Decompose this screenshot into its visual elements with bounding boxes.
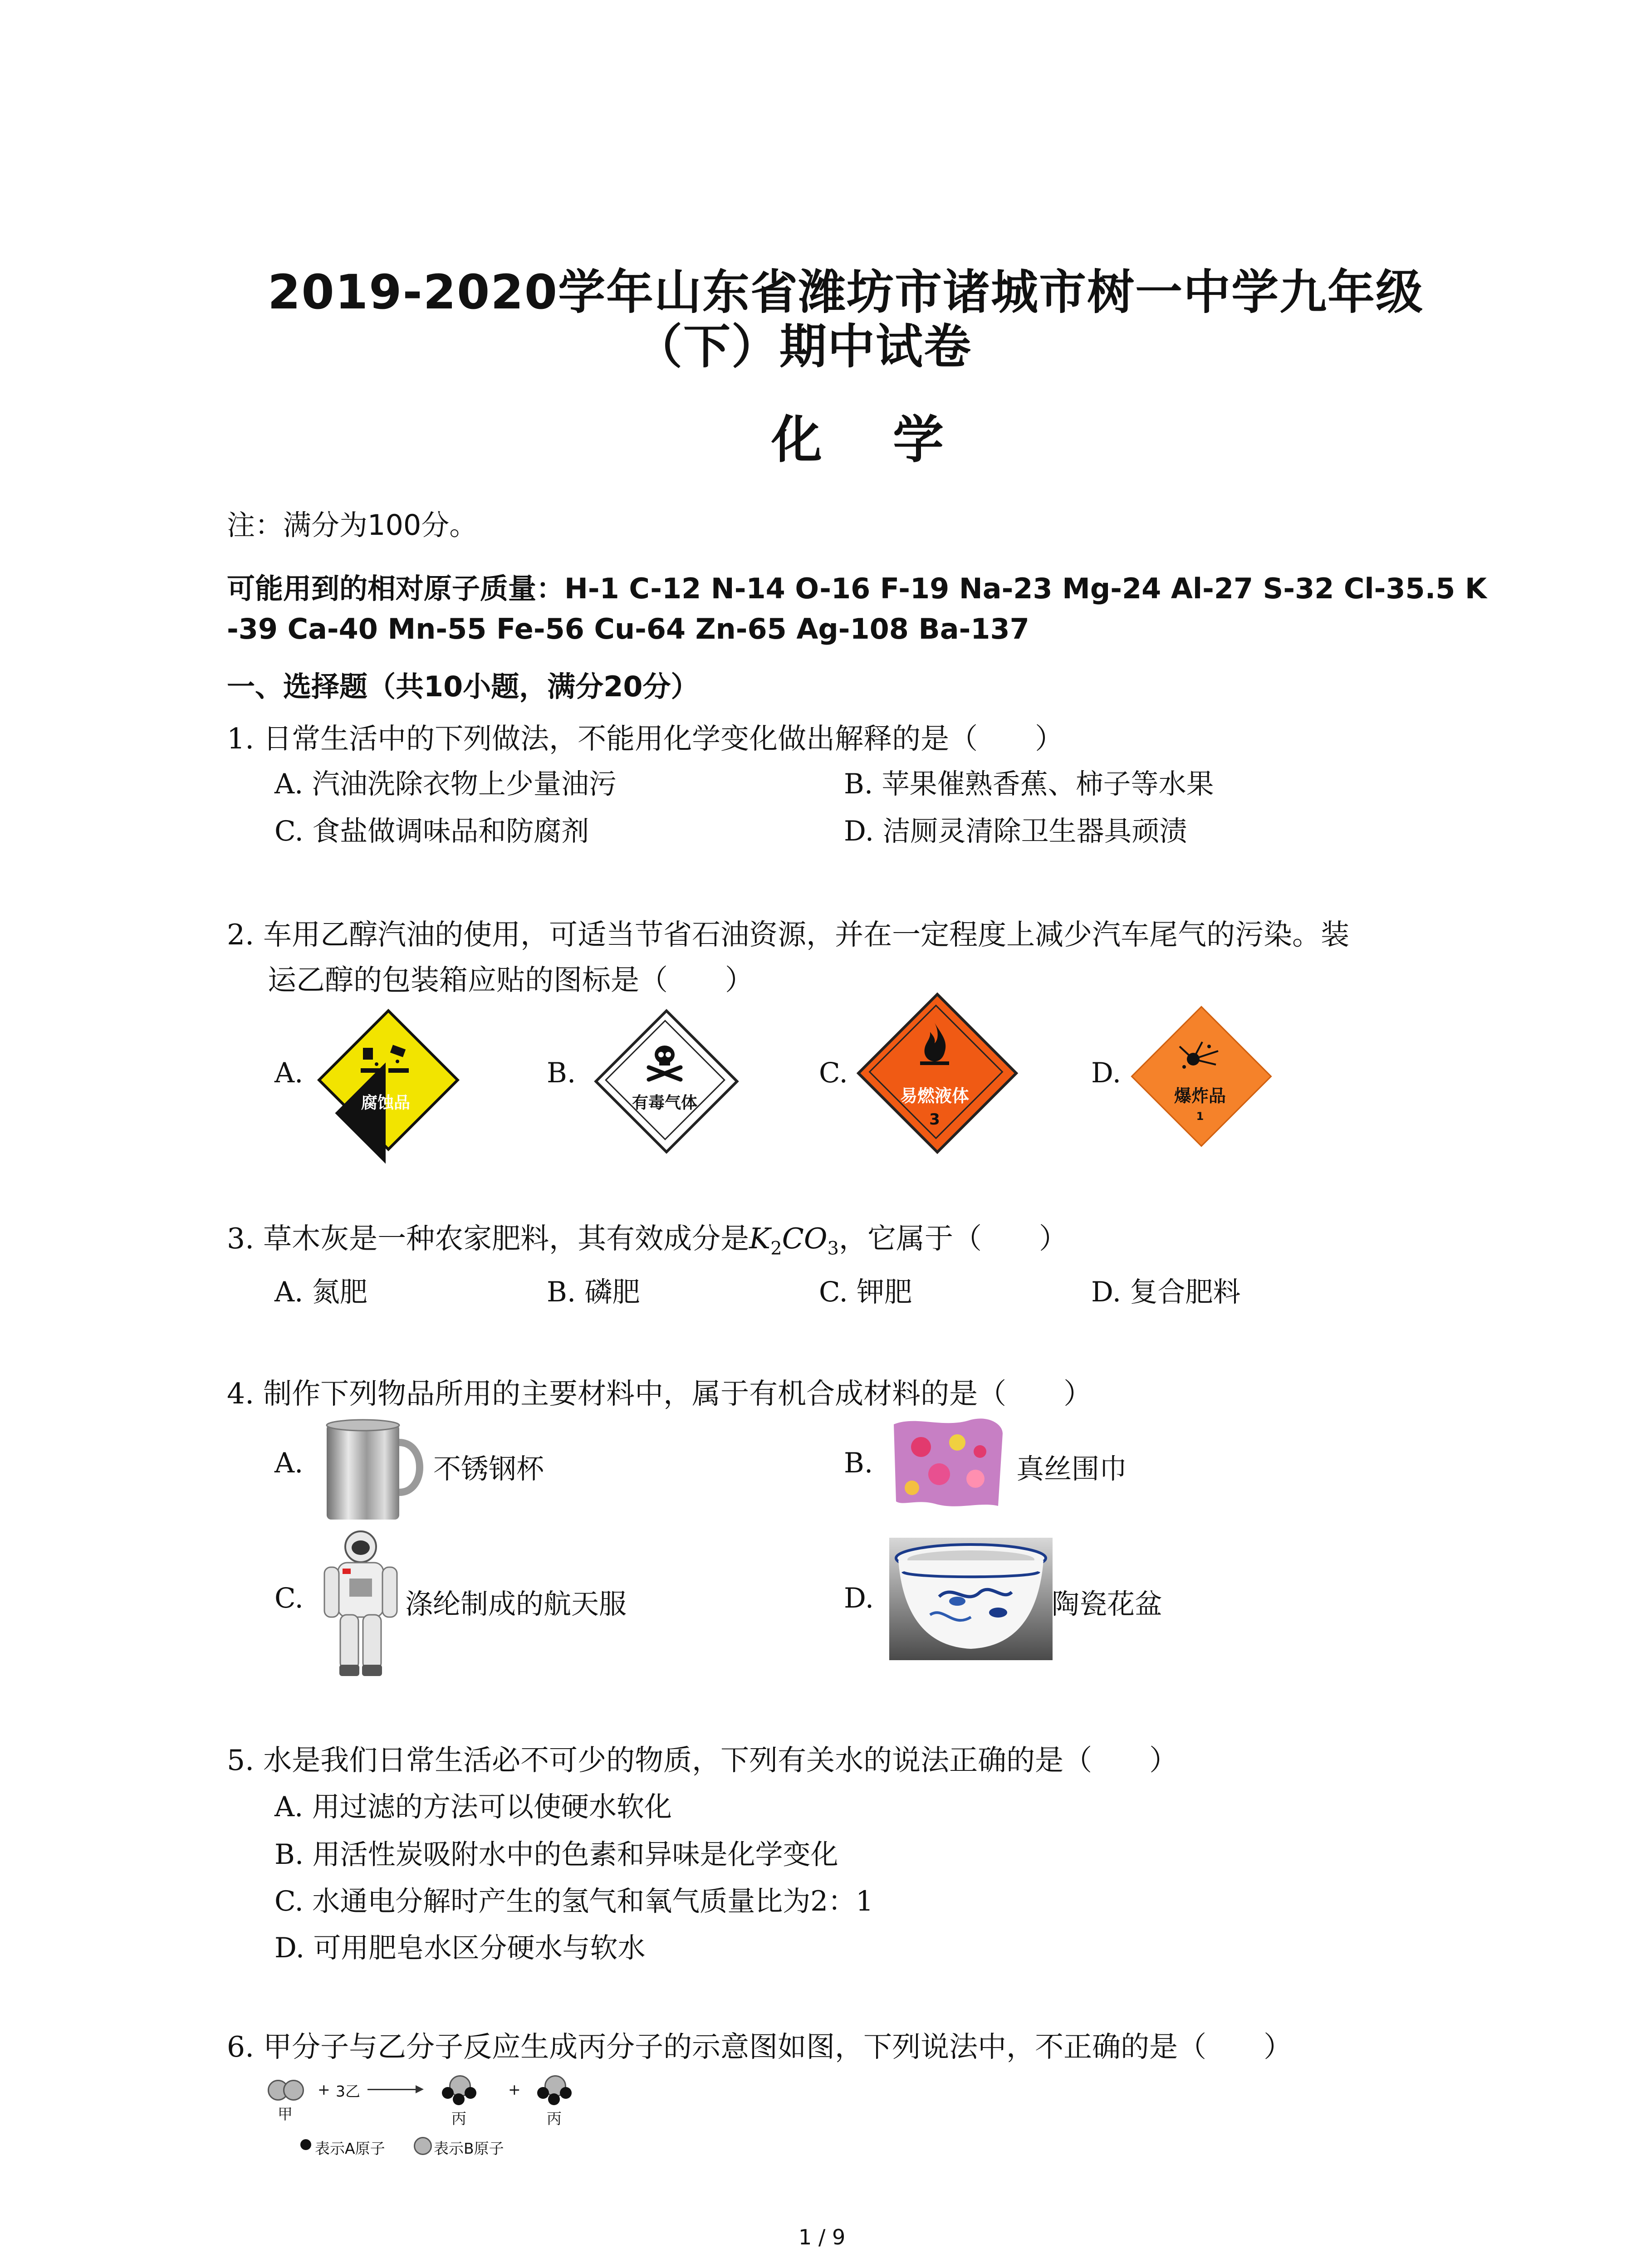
product2-atom-a-2 bbox=[560, 2087, 572, 2099]
product1-atom-a-3 bbox=[453, 2093, 465, 2105]
reactant-atom-b-2 bbox=[283, 2080, 304, 2101]
product2-atom-a-3 bbox=[548, 2093, 560, 2105]
question-4-option-b-text: 真丝围巾 bbox=[1016, 1453, 1127, 1485]
question-4-option-c-letter: C. bbox=[274, 1582, 304, 1614]
formula-sub-1: 2 bbox=[770, 1238, 782, 1259]
question-3-option-d: D. 复合肥料 bbox=[1091, 1276, 1241, 1308]
reaction-arrow bbox=[367, 2089, 417, 2090]
question-2-stem-line-2: 运乙醇的包装箱应贴的图标是（ ） bbox=[268, 963, 754, 997]
question-2-option-c: C. bbox=[819, 1057, 848, 1089]
question-5-option-b: B. 用活性炭吸附水中的色素和异味是化学变化 bbox=[274, 1838, 838, 1871]
question-5-stem: 5. 水是我们日常生活必不可少的物质，下列有关水的说法正确的是（ ） bbox=[227, 1744, 1178, 1777]
reaction-arrowhead bbox=[416, 2085, 424, 2093]
question-1-option-b: B. 苹果催熟香蕉、柿子等水果 bbox=[844, 768, 1214, 800]
question-4-option-a-text: 不锈钢杯 bbox=[433, 1453, 544, 1485]
toxic-gas-sign bbox=[594, 1009, 735, 1150]
question-5-option-c: C. 水通电分解时产生的氢气和氧气质量比为2：1 bbox=[274, 1885, 873, 1917]
question-6-stem: 6. 甲分子与乙分子反应生成丙分子的示意图如图，下列说法中，不正确的是（ ） bbox=[227, 2030, 1293, 2063]
question-5-option-a: A. 用过滤的方法可以使硬水软化 bbox=[274, 1791, 672, 1823]
question-1-stem: 1. 日常生活中的下列做法，不能用化学变化做出解释的是（ ） bbox=[227, 722, 1064, 755]
corrosive-icon bbox=[358, 1043, 413, 1075]
flammable-liquid-label: 易燃液体 bbox=[900, 1086, 969, 1106]
atomic-mass-line-2: -39 Ca-40 Mn-55 Fe-56 Cu-64 Zn-65 Ag-108 Ba-137 bbox=[227, 612, 1029, 645]
product1-atom-a-1 bbox=[442, 2087, 454, 2099]
explosive-class-number: 1 bbox=[1196, 1110, 1204, 1123]
question-3-option-c: C. 钾肥 bbox=[819, 1276, 912, 1308]
question-4-stem: 4. 制作下列物品所用的主要材料中，属于有机合成材料的是（ ） bbox=[227, 1377, 1092, 1410]
legend-b-label: 表示B原子 bbox=[434, 2140, 504, 2157]
subject-heading: 化 学 bbox=[771, 411, 944, 469]
question-2-option-b: B. bbox=[547, 1057, 576, 1089]
question-4-option-b-letter: B. bbox=[844, 1447, 873, 1479]
title-line-2: （下）期中试卷 bbox=[635, 319, 972, 374]
legend-a-label: 表示A原子 bbox=[315, 2140, 385, 2157]
flammable-liquid-sign bbox=[857, 993, 1012, 1148]
question-3-stem-suffix: ，它属于（ ） bbox=[838, 1222, 1068, 1255]
question-5-option-d: D. 可用肥皂水区分硬水与软水 bbox=[274, 1932, 646, 1964]
formula-k: K bbox=[749, 1222, 771, 1255]
question-3-stem bbox=[227, 1216, 1068, 1259]
product2-label: 丙 bbox=[547, 2110, 562, 2127]
silk-scarf-image bbox=[889, 1415, 1007, 1510]
question-1-option-d: D. 洁厕灵清除卫生器具顽渍 bbox=[844, 815, 1187, 847]
question-4-option-d-letter: D. bbox=[844, 1582, 874, 1614]
question-4-option-d-text: 陶瓷花盆 bbox=[1052, 1588, 1163, 1620]
formula-sub-2: 3 bbox=[827, 1238, 839, 1259]
legend-atom-a bbox=[300, 2139, 311, 2150]
explosive-label: 爆炸品 bbox=[1174, 1086, 1226, 1106]
legend-atom-b bbox=[414, 2137, 432, 2155]
toxic-gas-label: 有毒气体 bbox=[632, 1094, 697, 1112]
product1-label: 丙 bbox=[451, 2110, 466, 2127]
formula-k2co3 bbox=[749, 1222, 839, 1259]
plus-sign-2: + bbox=[508, 2081, 521, 2098]
title-line-1: 2019-2020学年山东省潍坊市诸城市树一中学九年级 bbox=[268, 264, 1424, 320]
question-4-option-c-text: 涤纶制成的航天服 bbox=[405, 1588, 627, 1620]
page-number: 1 / 9 bbox=[798, 2225, 846, 2249]
corrosive-label: 腐蚀品 bbox=[361, 1094, 410, 1112]
corrosive-sign bbox=[318, 1009, 454, 1145]
atomic-mass-line-1: 可能用到的相对原子质量：H-1 C-12 N-14 O-16 F-19 Na-23 Mg-24 Al-27 S-32 Cl-35.5 K bbox=[227, 572, 1487, 605]
question-1-option-c: C. 食盐做调味品和防腐剂 bbox=[274, 815, 589, 847]
flammable-liquid-class-number: 3 bbox=[929, 1110, 940, 1129]
product1-atom-a-2 bbox=[465, 2087, 476, 2099]
skull-icon bbox=[644, 1041, 685, 1082]
explosion-icon bbox=[1175, 1037, 1225, 1074]
ceramic-pot-image bbox=[889, 1538, 1053, 1660]
reaction-diagram bbox=[268, 2075, 585, 2166]
explosive-sign bbox=[1130, 1005, 1270, 1145]
plus-sign-1: + bbox=[318, 2081, 330, 2098]
question-2-option-d: D. bbox=[1091, 1057, 1122, 1089]
product2-atom-a-1 bbox=[537, 2087, 549, 2099]
formula-co: CO bbox=[782, 1222, 828, 1255]
flame-icon bbox=[916, 1021, 953, 1066]
question-4-option-a-letter: A. bbox=[274, 1447, 304, 1479]
spacesuit-image bbox=[322, 1529, 399, 1678]
reactant-label: 甲 bbox=[278, 2105, 293, 2123]
question-2-option-a: A. bbox=[274, 1057, 304, 1089]
question-3-option-b: B. 磷肥 bbox=[547, 1276, 640, 1308]
question-3-stem-prefix: 3. 草木灰是一种农家肥料，其有效成分是 bbox=[227, 1222, 749, 1255]
coefficient-label: 3乙 bbox=[336, 2082, 360, 2100]
question-2-stem-line-1: 2. 车用乙醇汽油的使用，可适当节省石油资源，并在一定程度上减少汽车尾气的污染。装 bbox=[227, 918, 1350, 951]
steel-cup-image bbox=[318, 1415, 436, 1524]
question-3-option-a: A. 氮肥 bbox=[274, 1276, 367, 1308]
question-1-option-a: A. 汽油洗除衣物上少量油污 bbox=[274, 768, 617, 800]
score-note: 注：满分为100分。 bbox=[227, 508, 478, 542]
section-1-heading: 一、选择题（共10小题，满分20分） bbox=[227, 670, 699, 703]
